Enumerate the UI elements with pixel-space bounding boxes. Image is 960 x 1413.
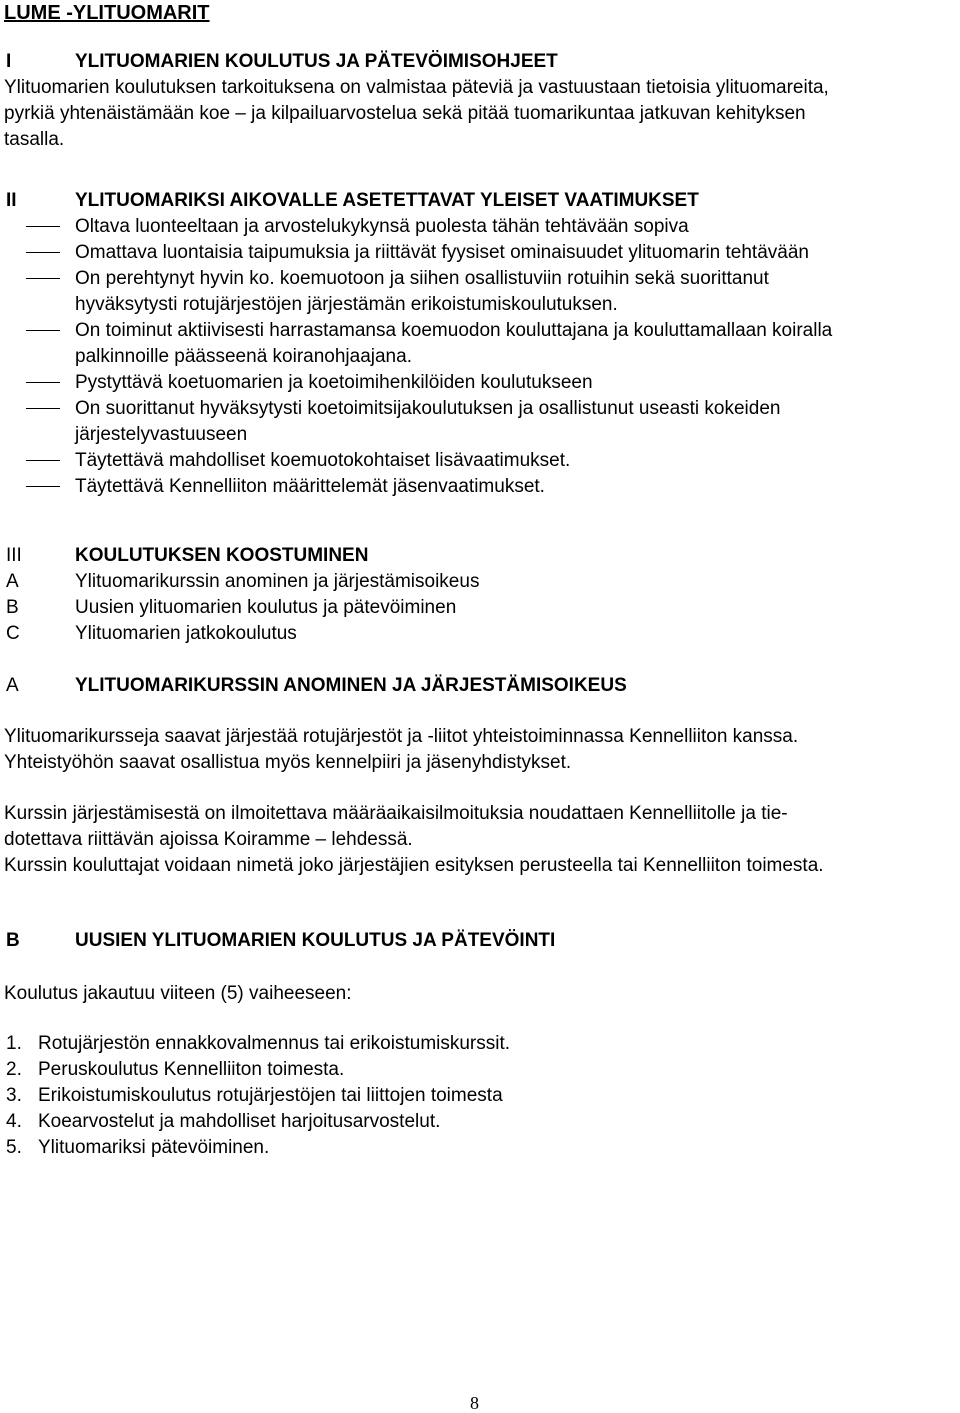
toc-row: [0, 569, 960, 595]
section-3-heading-row: [0, 543, 960, 569]
dash-bullet: [26, 226, 60, 227]
section-a: [0, 673, 960, 699]
section-a-heading: YLITUOMARIKURSSIN ANOMINEN JA JÄRJESTÄMISOIKEUS: [75, 675, 627, 696]
section-a-heading-row: [0, 673, 960, 699]
section-2: [0, 188, 960, 214]
toc-row: [0, 595, 960, 621]
section-2-heading: YLITUOMARIKSI AIKOVALLE ASETETTAVAT YLEISET VAATIMUKSET: [75, 190, 699, 211]
list-item-text: Ylituomariksi pätevöiminen.: [38, 1137, 270, 1158]
list-item-text: Peruskoulutus Kennelliiton toimesta.: [38, 1059, 345, 1080]
list-item-text: Täytettävä Kennelliiton määrittelemät jäsenvaatimukset.: [75, 476, 545, 497]
paragraph-line: tasalla.: [4, 129, 65, 150]
list-item-text: palkinnoille päässeenä koiranohjaajana.: [75, 346, 412, 367]
paragraph-line: Ylituomarikursseja saavat järjestää rotujärjestöt ja -liitot yhteistoiminnassa Kennelliiton kanssa.: [4, 726, 799, 747]
section-3-heading: KOULUTUKSEN KOOSTUMINEN: [75, 545, 369, 566]
list-item: [0, 1057, 960, 1083]
list-number: 3.: [6, 1085, 22, 1106]
section-2-number: II: [6, 190, 17, 211]
list-item-text: Rotujärjestön ennakkovalmennus tai erikoistumiskurssit.: [38, 1033, 511, 1054]
paragraph-line: Koulutus jakautuu viiteen (5) vaiheeseen:: [4, 983, 352, 1004]
list-item: [0, 214, 955, 240]
toc-letter: B: [6, 597, 19, 618]
section-b: [0, 928, 960, 954]
section-b-intro: [4, 981, 954, 1007]
toc-letter: A: [6, 571, 19, 592]
list-number: 1.: [6, 1033, 22, 1054]
section-b-heading-row: [0, 928, 960, 954]
list-item: [0, 318, 955, 370]
list-item: [0, 474, 955, 500]
section-a-paragraph-2: [4, 801, 954, 879]
list-item: [0, 1031, 960, 1057]
list-item-text: On toiminut aktiivisesti harrastamansa koemuodon kouluttajana ja kouluttamallaan koiralla: [75, 320, 833, 341]
toc-row: [0, 621, 960, 647]
toc-text: Ylituomarikurssin anominen ja järjestämisoikeus: [75, 571, 480, 592]
toc-text: Uusien ylituomarien koulutus ja pätevöiminen: [75, 597, 457, 618]
list-item: [0, 448, 955, 474]
list-item-text: Erikoistumiskoulutus rotujärjestöjen tai liittojen toimesta: [38, 1085, 503, 1106]
section-a-letter: A: [6, 675, 19, 696]
section-2-heading-row: [0, 188, 960, 214]
list-item-text: hyväksytysti rotujärjestöjen järjestämän erikoistumiskoulutuksen.: [75, 294, 618, 315]
paragraph-line: Yhteistyöhön saavat osallistua myös kennelpiiri ja jäsenyhdistykset.: [4, 752, 572, 773]
list-item-text: Omattava luontaisia taipumuksia ja riittävät fyysiset ominaisuudet ylituomarin tehtävään: [75, 242, 809, 263]
list-item-text: Pystyttävä koetuomarien ja koetoimihenkilöiden koulutukseen: [75, 372, 593, 393]
dash-bullet: [26, 382, 60, 383]
list-item: [0, 266, 955, 318]
page-number: 8: [470, 1393, 479, 1413]
list-item: [0, 1135, 960, 1161]
list-item: [0, 1109, 960, 1135]
paragraph-line: dotettava riittävän ajoissa Koiramme – lehdessä.: [4, 829, 413, 850]
section-1-number: I: [6, 51, 12, 72]
list-number: 4.: [6, 1111, 22, 1132]
page-title: LUME -YLITUOMARIT: [4, 2, 210, 24]
requirements-list: [0, 214, 960, 500]
paragraph-line: Kurssin järjestämisestä on ilmoitettava määräaikaisilmoituksia noudattaen Kennelliitolle ja tie-: [4, 803, 788, 824]
list-item: [0, 240, 955, 266]
dash-bullet: [26, 460, 60, 461]
list-item: [0, 1083, 960, 1109]
dash-bullet: [26, 408, 60, 409]
paragraph-line: Kurssin kouluttajat voidaan nimetä joko järjestäjien esityksen perusteella tai Kennelliiton toimesta.: [4, 855, 824, 876]
toc-letter: C: [6, 623, 20, 644]
paragraph-line: pyrkiä yhtenäistämään koe – ja kilpailuarvostelua sekä pitää tuomarikuntaa jatkuvan kehityksen: [4, 103, 806, 124]
list-number: 2.: [6, 1059, 22, 1080]
list-item: [0, 396, 955, 448]
list-item-text: Koearvostelut ja mahdolliset harjoitusarvostelut.: [38, 1111, 441, 1132]
section-3-number: III: [6, 545, 22, 566]
section-1-heading-row: [0, 49, 960, 75]
dash-bullet: [26, 330, 60, 331]
dash-bullet: [26, 278, 60, 279]
section-b-heading: UUSIEN YLITUOMARIEN KOULUTUS JA PÄTEVÖINTI: [75, 930, 556, 951]
list-number: 5.: [6, 1137, 22, 1158]
paragraph-line: Ylituomarien koulutuksen tarkoituksena on valmistaa päteviä ja vastuustaan tietoisia ylituomareita,: [4, 77, 829, 98]
list-item-text: järjestelyvastuuseen: [75, 424, 248, 445]
dash-bullet: [26, 252, 60, 253]
section-b-letter: B: [6, 930, 20, 951]
dash-bullet: [26, 486, 60, 487]
section-a-paragraph-1: [4, 724, 954, 776]
list-item-text: On suorittanut hyväksytysti koetoimitsijakoulutuksen ja osallistunut useasti kokeiden: [75, 398, 781, 419]
section-3: [0, 543, 960, 647]
list-item-text: Täytettävä mahdolliset koemuotokohtaiset lisävaatimukset.: [75, 450, 571, 471]
list-item-text: Oltava luonteeltaan ja arvostelukykynsä puolesta tähän tehtävään sopiva: [75, 216, 689, 237]
section-1: [0, 49, 960, 75]
training-steps-list: [0, 1031, 960, 1161]
section-1-paragraph: [4, 75, 954, 153]
list-item-text: On perehtynyt hyvin ko. koemuotoon ja siihen osallistuviin rotuihin sekä suorittanut: [75, 268, 769, 289]
toc-text: Ylituomarien jatkokoulutus: [75, 623, 297, 644]
section-1-heading: YLITUOMARIEN KOULUTUS JA PÄTEVÖIMISOHJEET: [75, 51, 558, 72]
list-item: [0, 370, 955, 396]
